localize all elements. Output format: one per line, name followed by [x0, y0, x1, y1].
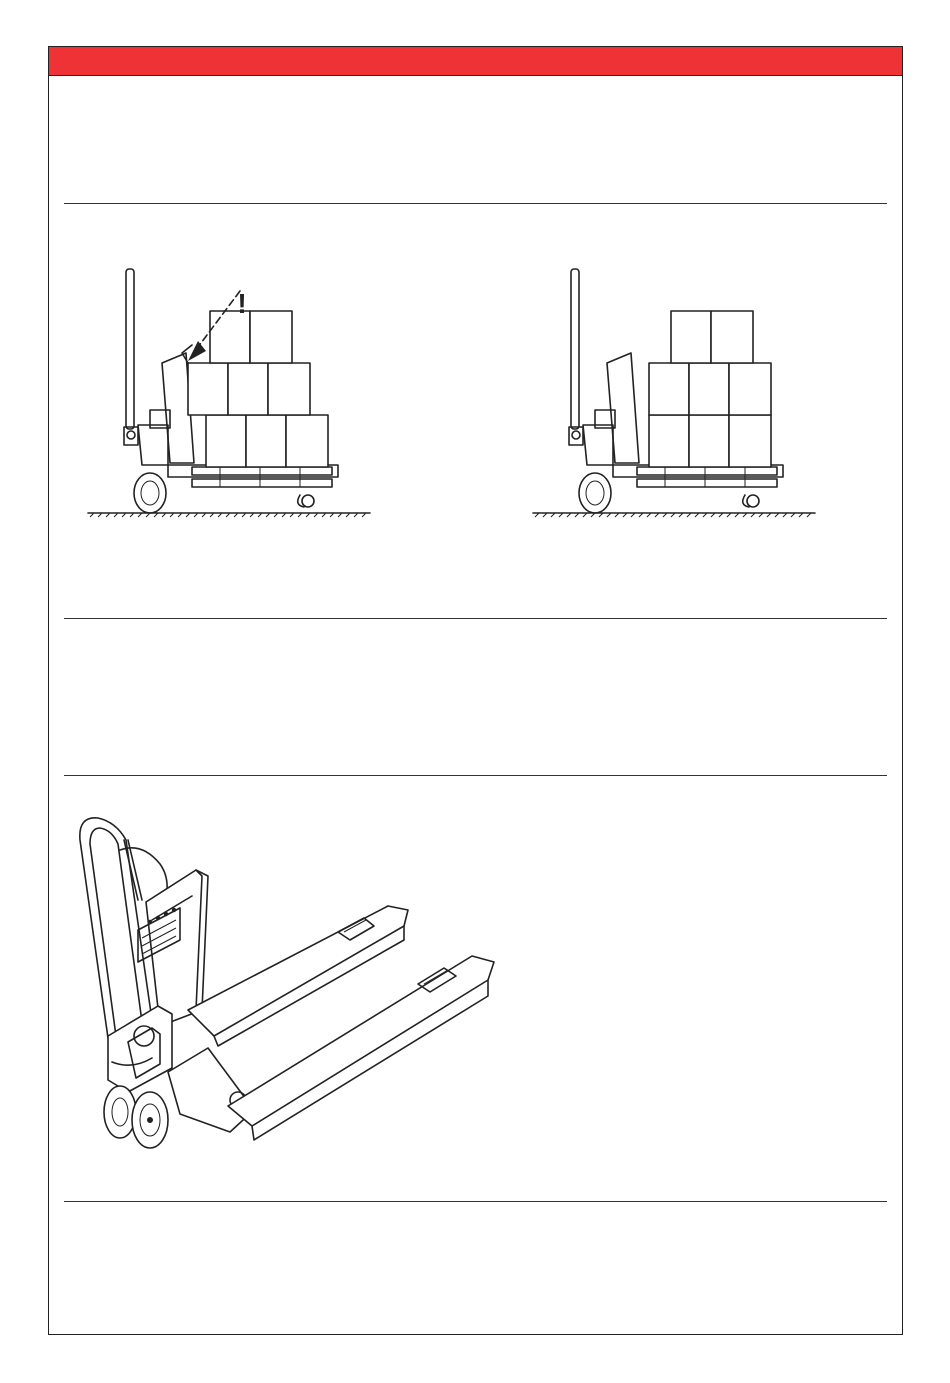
weighing-indicator [607, 353, 639, 463]
fork-frame [168, 1048, 254, 1132]
warning-mark: ! [237, 288, 247, 319]
section-divider [64, 1201, 887, 1202]
steering-wheels [104, 1086, 168, 1148]
floor-line [88, 513, 370, 517]
load-placed-correctly-illustration [525, 255, 825, 525]
load-leaning-on-indicator-illustration [80, 255, 380, 525]
weighing-indicator [138, 870, 208, 1026]
section-divider [64, 775, 887, 776]
pallet-truck-scale-perspective-illustration [68, 810, 508, 1160]
header-bar [49, 47, 902, 76]
pump-assembly [108, 1006, 172, 1092]
truck-handle [569, 269, 583, 445]
section-divider [64, 203, 887, 204]
box-stack-centered [649, 311, 771, 467]
section-divider [64, 618, 887, 619]
box-stack-leaning [182, 311, 328, 467]
floor-line [533, 513, 815, 517]
truck-handle [124, 269, 138, 445]
